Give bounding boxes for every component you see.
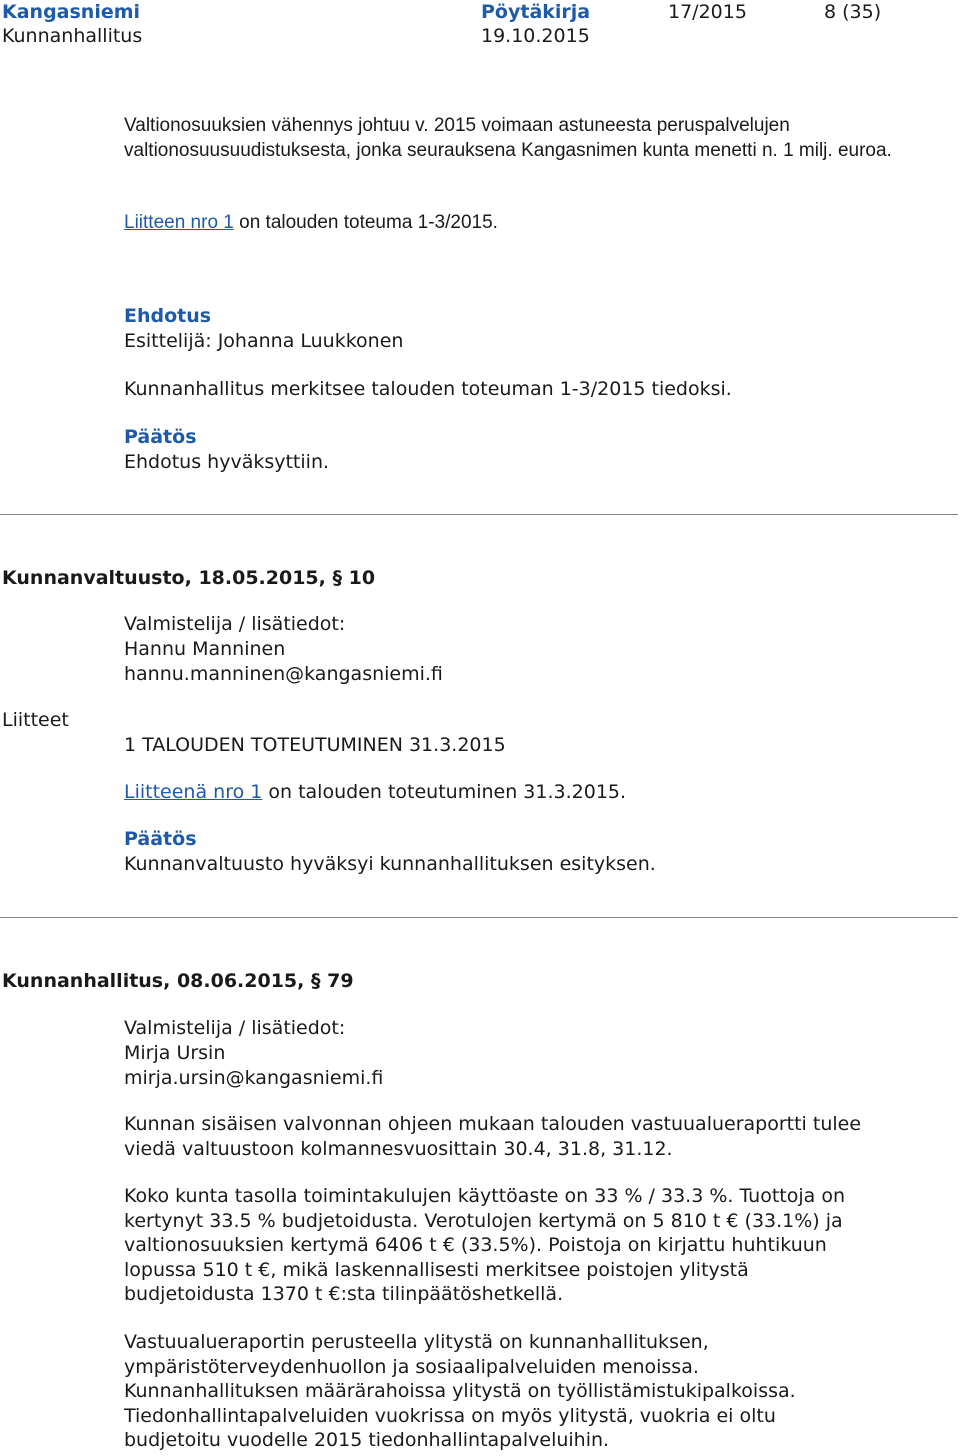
paragraph-overruns: Vastuualueraportin perusteella ylitystä on kunnanhallituksen, ympäristöterveydenhuollon ja sosiaalipalveluiden menoissa. Kunnanhallituksen määrärahoissa ylitystä on työllistämistukipalkoissa. Tiedonhallintapalveluiden vuokrissa on myös ylitystä, vuokria ei oltu budjetoitu vuodelle 2015 tiedonhallintapalveluihin. [124, 1331, 796, 1451]
proposal-text: Kunnanhallitus merkitsee talouden toteuman 1-3/2015 tiedoksi. [124, 378, 732, 400]
document-type: Pöytäkirja [481, 1, 591, 23]
page-header [2, 0, 960, 50]
preparer-label: Valmistelija / lisätiedot: [124, 613, 346, 635]
preparer-label: Valmistelija / lisätiedot: [124, 1017, 346, 1039]
section-divider [0, 514, 958, 515]
preparer-name: Mirja Ursin [124, 1042, 226, 1064]
minutes-number: 17/2015 [668, 1, 747, 23]
proposal-presenter: Esittelijä: Johanna Luukkonen [124, 330, 404, 352]
decision-title: Päätös [124, 426, 197, 448]
intro-paragraph: Valtionosuuksien vähennys johtuu v. 2015 voimaan astuneesta peruspalvelujen valtionosuusuudistuksesta, jonka seurauksena Kangasnimen kunta menetti n. 1 milj. euroa. [124, 115, 892, 161]
preparer-email: hannu.manninen@kangasniemi.fi [124, 663, 443, 685]
intro-attachment-line [124, 211, 954, 236]
meeting-date: 19.10.2015 [481, 25, 590, 47]
attachment-link[interactable]: Liitteenä nro 1 [124, 781, 263, 803]
section-divider [0, 917, 958, 918]
attachment-item[interactable]: 1 TALOUDEN TOTEUTUMINEN 31.3.2015 [124, 734, 506, 756]
section-heading-kunnanhallitus: Kunnanhallitus, 08.06.2015, § 79 [2, 970, 354, 992]
paragraph-financial-summary: Koko kunta tasolla toimintakulujen käyttöaste on 33 % / 33.3 %. Tuottoja on kertynyt 33.5 % budjetoidusta. Verotulojen kertymä on 5 810 t € (33.1%) ja valtionosuuksien kertymä 6406 t € (33.5%). Poistoja on kirjattu huhtikuun lopussa 510 t €, mikä laskennallisesti merkitsee poistojen ylitystä budjetoidusta 1370 t €:sta tilinpäätöshetkellä. [124, 1185, 845, 1305]
attachments-label: Liitteet [2, 709, 69, 731]
decision-text: Kunnanvaltuusto hyväksyi kunnanhallituksen esityksen. [124, 853, 656, 875]
body-name: Kunnanhallitus [2, 25, 143, 47]
section-heading-kunnanvaltuusto: Kunnanvaltuusto, 18.05.2015, § 10 [2, 567, 376, 589]
preparer-name: Hannu Manninen [124, 638, 286, 660]
decision-title: Päätös [124, 828, 197, 850]
decision-text: Ehdotus hyväksyttiin. [124, 451, 330, 473]
section2-attachment-line [124, 780, 954, 805]
municipality-name: Kangasniemi [2, 1, 141, 23]
paragraph-internal-control: Kunnan sisäisen valvonnan ohjeen mukaan talouden vastuualueraportti tulee viedä valtuustoon kolmannesvuosittain 30.4, 31.8, 31.12. [124, 1113, 862, 1160]
proposal-title: Ehdotus [124, 305, 212, 327]
attachment-text: on talouden toteutuminen 31.3.2015. [262, 781, 627, 803]
page-number: 8 (35) [824, 1, 882, 23]
attachment-text: on talouden toteuma 1-3/2015. [233, 212, 498, 233]
attachment-link[interactable]: Liitteen nro 1 [124, 212, 234, 233]
preparer-email: mirja.ursin@kangasniemi.fi [124, 1067, 384, 1089]
